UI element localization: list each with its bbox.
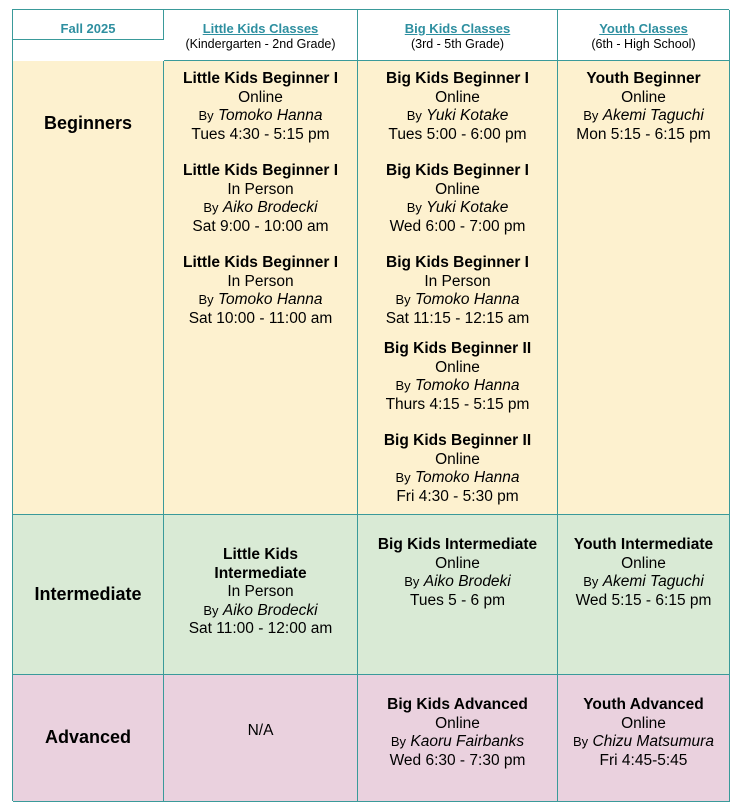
class-time: Tues 5:00 - 6:00 pm <box>388 125 527 143</box>
by-label: By <box>583 574 599 589</box>
class-entry <box>358 254 557 328</box>
class-mode: In Person <box>227 272 294 290</box>
class-title: Youth Advanced <box>583 696 704 713</box>
beginners-little-kids-cell <box>164 61 358 515</box>
class-mode: In Person <box>227 583 294 601</box>
class-time: Fri 4:45-5:45 <box>599 751 688 769</box>
class-mode: Online <box>435 180 480 198</box>
class-mode: In Person <box>227 180 294 198</box>
class-time: Mon 5:15 - 6:15 pm <box>576 125 711 143</box>
instructor-name: Tomoko Hanna <box>414 469 520 486</box>
by-label: By <box>404 574 420 589</box>
class-time: Tues 4:30 - 5:15 pm <box>191 125 330 143</box>
class-entry <box>558 536 729 610</box>
by-label: By <box>390 734 407 749</box>
class-entry <box>164 162 357 236</box>
class-title: Little Kids Beginner I <box>182 70 338 87</box>
not-available-text: N/A <box>247 721 274 739</box>
class-time: Sat 9:00 - 10:00 am <box>192 217 329 235</box>
column-header-little-kids <box>164 10 358 61</box>
class-mode: Online <box>435 358 480 376</box>
level-label: Advanced <box>44 726 132 747</box>
class-time: Thurs 4:15 - 5:15 pm <box>385 395 530 413</box>
instructor-name: Kaoru Fairbanks <box>410 733 525 750</box>
instructor-name: Tomoko Hanna <box>414 291 520 308</box>
class-title: Big Kids Beginner I <box>386 254 529 271</box>
youth-grade-range: (6th - High School) <box>591 36 696 51</box>
class-time: Tues 5 - 6 pm <box>409 591 506 609</box>
class-mode: Online <box>435 450 480 468</box>
class-entry <box>189 546 333 643</box>
class-entry <box>358 162 557 236</box>
instructor-name: Yuki Kotake <box>426 107 509 124</box>
column-header-youth <box>558 10 730 61</box>
instructor-name: Tomoko Hanna <box>217 107 323 124</box>
row-label-intermediate <box>13 515 164 675</box>
class-entry <box>358 432 557 506</box>
class-mode: In Person <box>424 272 491 290</box>
class-time: Fri 4:30 - 5:30 pm <box>396 487 519 505</box>
class-mode: Online <box>435 88 480 106</box>
advanced-little-kids-cell <box>164 675 358 802</box>
class-time: Sat 10:00 - 11:00 am <box>188 309 333 327</box>
class-title: Big Kids Beginner II <box>383 432 532 449</box>
class-title: Big Kids Intermediate <box>377 536 538 553</box>
class-mode: Online <box>621 88 666 106</box>
class-entry <box>558 70 729 144</box>
by-label: By <box>583 108 599 123</box>
by-label: By <box>406 108 422 123</box>
class-time: Sat 11:00 - 12:00 am <box>188 620 333 638</box>
class-mode: Online <box>621 714 666 732</box>
by-label: By <box>198 292 214 307</box>
class-time: Wed 6:00 - 7:00 pm <box>389 217 526 235</box>
row-label-advanced <box>13 675 164 802</box>
advanced-youth-cell <box>558 675 730 802</box>
class-title: Little Kids Intermediate <box>214 546 307 582</box>
beginners-youth-cell <box>558 61 730 515</box>
intermediate-little-kids-cell <box>164 515 358 675</box>
class-mode: Online <box>435 554 480 572</box>
by-label: By <box>203 602 219 618</box>
level-label: Beginners <box>43 113 133 133</box>
class-time: Sat 11:15 - 12:15 am <box>385 309 530 327</box>
by-label: By <box>395 292 411 307</box>
class-schedule-table <box>12 9 729 801</box>
instructor-name: Aiko Brodecki <box>222 601 318 619</box>
big-kids-grade-range: (3rd - 5th Grade) <box>410 36 505 51</box>
instructor-name: Yuki Kotake <box>426 199 509 216</box>
class-entry <box>358 340 557 414</box>
advanced-big-kids-cell <box>358 675 558 802</box>
class-entry <box>358 70 557 144</box>
instructor-name: Aiko Brodecki <box>222 199 318 216</box>
class-entry <box>358 696 557 770</box>
class-title: Big Kids Beginner I <box>386 70 529 87</box>
instructor-name: Tomoko Hanna <box>414 377 520 394</box>
column-header-big-kids <box>358 10 558 61</box>
instructor-name: Akemi Taguchi <box>602 107 704 124</box>
by-label: By <box>573 734 589 749</box>
class-title: Big Kids Advanced <box>387 696 528 713</box>
little-kids-grade-range: (Kindergarten - 2nd Grade) <box>185 36 336 51</box>
intermediate-youth-cell <box>558 515 730 675</box>
class-entry <box>164 70 357 144</box>
instructor-name: Tomoko Hanna <box>217 291 323 308</box>
by-label: By <box>203 200 219 215</box>
instructor-name: Aiko Brodeki <box>423 573 511 590</box>
little-kids-classes-link[interactable]: Little Kids Classes <box>202 20 319 36</box>
class-entry <box>164 254 357 328</box>
class-title: Youth Intermediate <box>573 536 714 553</box>
by-label: By <box>395 470 411 485</box>
class-entry <box>558 696 729 770</box>
intermediate-big-kids-cell <box>358 515 558 675</box>
class-entry <box>358 536 557 610</box>
class-time: Wed 5:15 - 6:15 pm <box>575 591 712 609</box>
instructor-name: Akemi Taguchi <box>602 573 704 590</box>
by-label: By <box>198 108 214 123</box>
level-label: Intermediate <box>34 584 142 605</box>
class-title: Big Kids Beginner I <box>386 162 529 179</box>
class-mode: Online <box>621 554 666 572</box>
term-header-cell <box>13 10 164 40</box>
class-title: Little Kids Beginner I <box>182 254 338 271</box>
big-kids-classes-link[interactable]: Big Kids Classes <box>404 20 511 36</box>
instructor-name: Chizu Matsumura <box>592 733 714 750</box>
class-title: Little Kids Beginner I <box>182 162 338 179</box>
youth-classes-link[interactable]: Youth Classes <box>599 20 688 36</box>
class-mode: Online <box>238 88 283 106</box>
by-label: By <box>406 200 422 215</box>
by-label: By <box>395 378 411 393</box>
term-label: Fall 2025 <box>60 21 116 36</box>
beginners-big-kids-cell <box>358 61 558 515</box>
class-mode: Online <box>435 714 480 732</box>
row-label-beginners <box>13 61 164 515</box>
class-title: Youth Beginner <box>586 70 701 87</box>
class-title: Big Kids Beginner II <box>383 340 532 357</box>
class-time: Wed 6:30 - 7:30 pm <box>389 751 526 769</box>
